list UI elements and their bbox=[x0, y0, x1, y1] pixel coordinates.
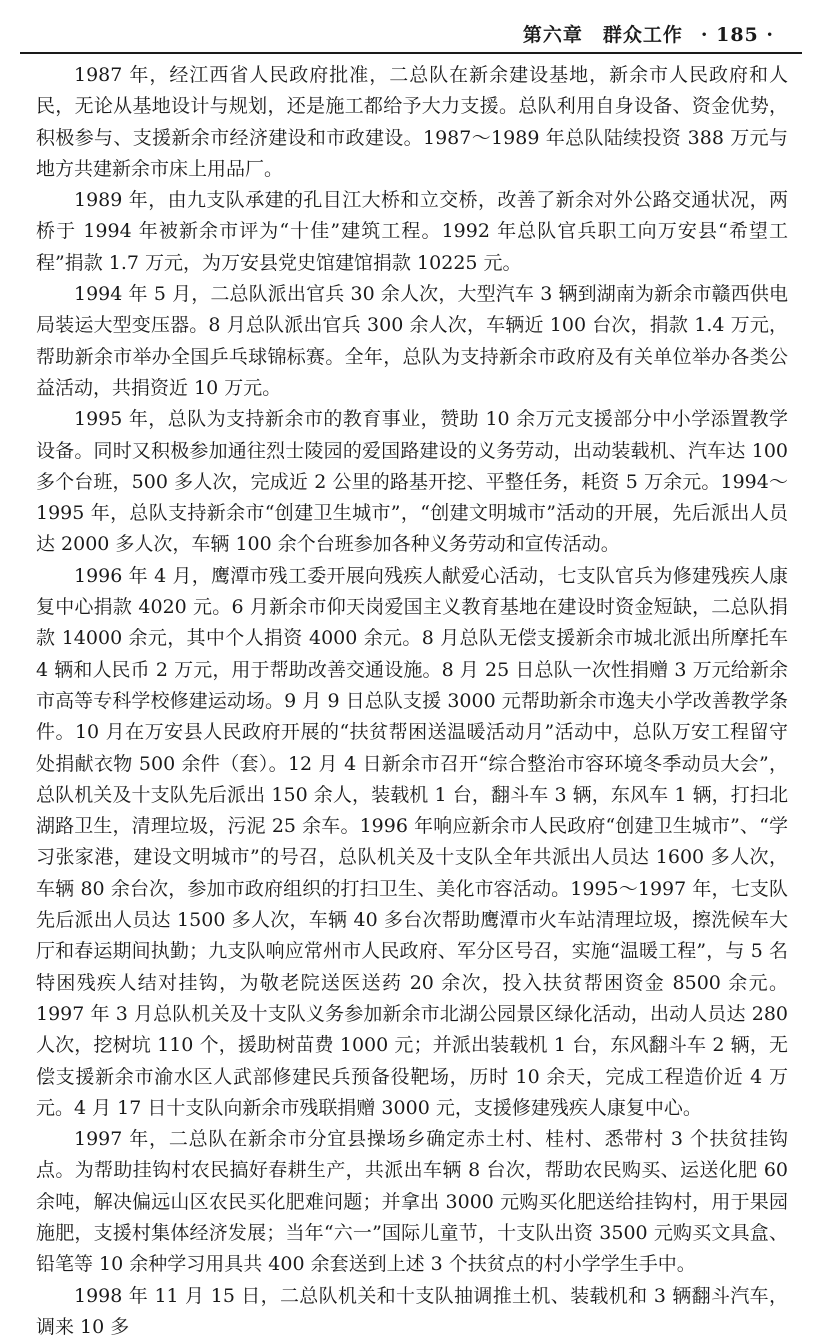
paragraph: 1998 年 11 月 15 日，二总队机关和十支队抽调推土机、装载机和 3 辆翻斗汽车，调来 10 多 bbox=[36, 1284, 788, 1338]
chapter-title: 第六章 群众工作 bbox=[522, 24, 683, 46]
paragraph: 1994 年 5 月，二总队派出官兵 30 余人次，大型汽车 3 辆到湖南为新余市赣西供电局装运大型变压器。8 月总队派出官兵 300 余人次，车辆近 100 台次，捐款 1.4 万元，帮助新余市举办全国乒乓球锦标赛。全年，总队为支持新余市政府及有关单位举办各类公益活动，共捐资近 10 万元。 bbox=[36, 283, 788, 399]
paragraph: 1987 年，经江西省人民政府批准，二总队在新余建设基地，新余市人民政府和人民，无论从基地设计与规划，还是施工都给予大力支援。总队利用自身设备、资金优势，积极参与、支援新余市经济建设和市政建设。1987～1989 年总队陆续投资 388 万元与地方共建新余市床上用品厂。 bbox=[36, 64, 788, 180]
running-header bbox=[523, 20, 774, 47]
body-text bbox=[36, 60, 788, 1343]
page-number: · 185 · bbox=[700, 24, 774, 46]
paragraph: 1989 年，由九支队承建的孔目江大桥和立交桥，改善了新余对外公路交通状况，两桥于 1994 年被新余市评为“十佳”建筑工程。1992 年总队官兵职工向万安县“希望工程”捐款 1.7 万元，为万安县党史馆建馆捐款 10225 元。 bbox=[36, 189, 788, 274]
paragraph: 1995 年，总队为支持新余市的教育事业，赞助 10 余万元支援部分中小学添置教学设备。同时又积极参加通往烈士陵园的爱国路建设的义务劳动，出动装载机、汽车达 100 多个台班，500 多人次，完成近 2 公里的路基开挖、平整任务，耗资 5 万余元。1994～1995 年，总队支持新余市“创建卫生城市”，“创建文明城市”活动的开展，先后派出人员达 2000 多人次，车辆 100 余个台班参加各种义务劳动和宣传活动。 bbox=[36, 408, 788, 556]
paragraph: 1996 年 4 月，鹰潭市残工委开展向残疾人献爱心活动，七支队官兵为修建残疾人康复中心捐款 4020 元。6 月新余市仰天岗爱国主义教育基地在建设时资金短缺，二总队捐款 14000 余元，其中个人捐资 4000 余元。8 月总队无偿支援新余市城北派出所摩托车 4 辆和人民币 2 万元，用于帮助改善交通设施。8 月 25 日总队一次性捐赠 3 万元给新余市高等专科学校修建运动场。9 月 9 日总队支援 3000 元帮助新余市逸夫小学改善教学条件。10 月在万安县人民政府开展的“扶贫帮困送温暖活动月”活动中，总队万安工程留守处捐献衣物 500 余件（套）。12 月 4 日新余市召开“综合整治市容环境冬季动员大会”，总队机关及十支队先后派出 150 余人，装载机 1 台，翻斗车 3 辆，东风车 1 辆，打扫北湖路卫生，清理垃圾，污泥 25 余车。1996 年响应新余市人民政府“创建卫生城市”、“学习张家港，建设文明城市”的号召，总队机关及十支队全年共派出人员达 1600 多人次，车辆 80 余台次，参加市政府组织的打扫卫生、美化市容活动。1995～1997 年，七支队先后派出人员达 1500 多人次，车辆 40 多台次帮助鹰潭市火车站清理垃圾，擦洗候车大厅和春运期间执勤；九支队响应常州市人民政府、军分区号召，实施“温暖工程”，与 5 名特困残疾人结对挂钩，为敬老院送医送药 20 余次，投入扶贫帮困资金 8500 余元。1997 年 3 月总队机关及十支队义务参加新余市北湖公园景区绿化活动，出动人员达 280 人次，挖树坑 110 个，援助树苗费 1000 元；并派出装载机 1 台，东风翻斗车 2 辆，无偿支援新余市渝水区人武部修建民兵预备役靶场，历时 10 余天，完成工程造价近 4 万元。4 月 17 日十支队向新余市残联捐赠 3000 元，支援修建残疾人康复中心。 bbox=[36, 564, 788, 1119]
paragraph: 1997 年，二总队在新余市分宜县操场乡确定赤土村、桂村、悉带村 3 个扶贫挂钩点。为帮助挂钩村农民搞好春耕生产，共派出车辆 8 台次，帮助农民购买、运送化肥 60 余吨，解决偏远山区农民买化肥难问题；并拿出 3000 元购买化肥送给挂钩村，用于果园施肥，支援村集体经济发展；当年“六一”国际儿童节，十支队出资 3500 元购买文具盒、铅笔等 10 余种学习用具共 400 余套送到上述 3 个扶贫点的村小学学生手中。 bbox=[36, 1128, 789, 1276]
header-rule bbox=[20, 52, 802, 54]
